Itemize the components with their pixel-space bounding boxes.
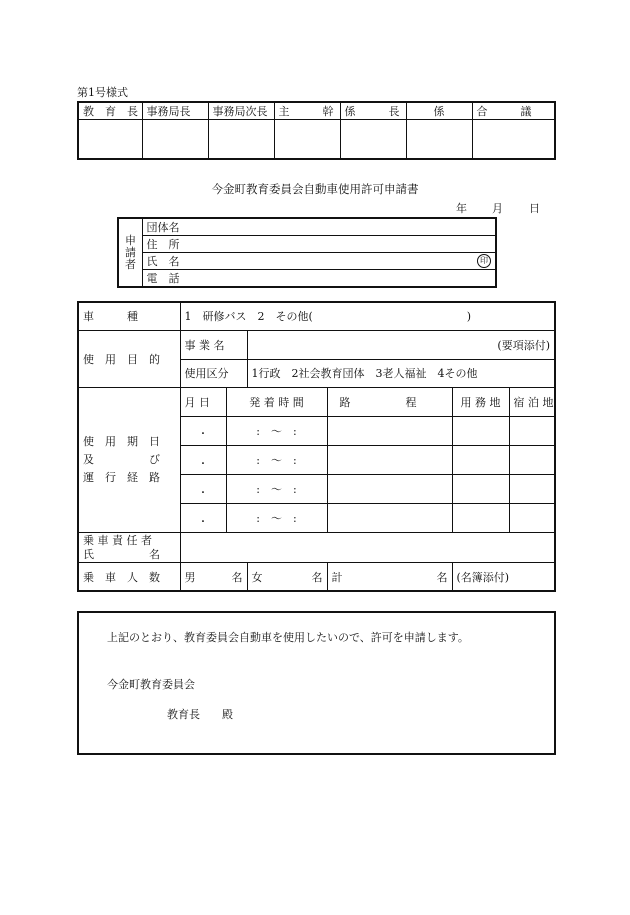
roster-note: (名簿添付) (452, 563, 555, 591)
schedule-date-cell[interactable]: . (180, 445, 226, 474)
approval-header-director: 事務局長 (142, 102, 208, 120)
schedule-route-cell[interactable] (327, 504, 452, 533)
schedule-destination-cell[interactable] (452, 504, 509, 533)
schedule-lodging-cell[interactable] (509, 504, 555, 533)
schedule-time-cell[interactable]: : 〜 : (226, 475, 327, 504)
approval-stamp-cell[interactable] (78, 120, 142, 160)
passenger-count-label: 乗 車 人 数 (78, 563, 180, 591)
driver-label: 乗 車 責 任 者 氏 名 (78, 533, 180, 563)
approval-header-chief: 主 幹 (274, 102, 340, 120)
schedule-time-cell[interactable]: : 〜 : (226, 504, 327, 533)
usage-category-label: 使用区分 (180, 359, 247, 387)
schedule-time-cell[interactable]: : 〜 : (226, 445, 327, 474)
driver-name-field[interactable] (180, 533, 555, 563)
schedule-destination-cell[interactable] (452, 416, 509, 445)
statement-text: 上記のとおり、教育委員会自動車を使用したいので、許可を申請します。 (107, 631, 469, 644)
col-header-lodging: 宿 泊 地 (509, 387, 555, 416)
date-day-label: 日 (529, 202, 540, 215)
event-name-note: (要項添付) (497, 338, 550, 352)
schedule-date-cell[interactable]: . (180, 416, 226, 445)
statement-box (77, 611, 556, 755)
approval-stamp-cell[interactable] (406, 120, 472, 160)
approval-stamp-cell[interactable] (472, 120, 555, 160)
usage-details-table (77, 301, 556, 592)
col-header-time: 発 着 時 間 (226, 387, 327, 416)
usage-category-options[interactable]: 1行政 2社会教育団体 3老人福祉 4その他 (247, 359, 555, 387)
schedule-route-cell[interactable] (327, 416, 452, 445)
schedule-destination-cell[interactable] (452, 475, 509, 504)
seal-icon: 印 (477, 254, 491, 268)
schedule-date-cell[interactable]: . (180, 475, 226, 504)
male-count-field[interactable]: 男 名 (180, 563, 247, 591)
col-header-route: 路 程 (327, 387, 452, 416)
schedule-route-cell[interactable] (327, 475, 452, 504)
vehicle-type-label: 車 種 (78, 302, 180, 330)
approval-stamp-cell[interactable] (340, 120, 406, 160)
applicant-phone-label: 電 話 (146, 272, 180, 285)
form-number: 第1号様式 (77, 86, 128, 99)
applicant-org-field[interactable] (142, 218, 496, 236)
date-year-label: 年 (456, 202, 467, 215)
schedule-lodging-cell[interactable] (509, 445, 555, 474)
applicant-phone-field[interactable] (142, 270, 496, 288)
applicant-org-label: 団体名 (146, 221, 180, 234)
event-name-field[interactable] (247, 330, 555, 359)
applicant-name-field[interactable] (142, 253, 496, 270)
schedule-lodging-cell[interactable] (509, 416, 555, 445)
addressee: 教育長 殿 (167, 708, 233, 721)
approval-stamp-cell[interactable] (274, 120, 340, 160)
form-title: 今金町教育委員会自動車使用許可申請書 (211, 182, 419, 196)
approval-header-superintendent: 教 育 長 (78, 102, 142, 120)
total-count-field[interactable]: 計 名 (327, 563, 452, 591)
applicant-table (117, 217, 497, 288)
schedule-route-cell[interactable] (327, 445, 452, 474)
event-name-label: 事 業 名 (180, 330, 247, 359)
female-count-field[interactable]: 女 名 (247, 563, 327, 591)
vehicle-type-value[interactable]: 1 研修バス 2 その他( ) (180, 302, 555, 330)
approval-header-consultation: 合 議 (472, 102, 555, 120)
approval-header-section-chief: 係 長 (340, 102, 406, 120)
applicant-address-field[interactable] (142, 236, 496, 253)
approval-stamp-cell[interactable] (142, 120, 208, 160)
date-month-label: 月 (492, 202, 503, 215)
col-header-destination: 用 務 地 (452, 387, 509, 416)
addressee-org: 今金町教育委員会 (107, 678, 195, 691)
purpose-label: 使 用 目 的 (78, 330, 180, 387)
schedule-date-cell[interactable]: . (180, 504, 226, 533)
col-header-date: 月 日 (180, 387, 226, 416)
approval-header-staff: 係 (406, 102, 472, 120)
schedule-lodging-cell[interactable] (509, 475, 555, 504)
approval-stamp-table (77, 101, 556, 160)
schedule-time-cell[interactable]: : 〜 : (226, 416, 327, 445)
approval-header-deputy-director: 事務局次長 (208, 102, 274, 120)
applicant-side-label: 申請者 (118, 218, 142, 287)
applicant-name-label: 氏 名 (146, 255, 180, 268)
approval-stamp-cell[interactable] (208, 120, 274, 160)
applicant-address-label: 住 所 (146, 238, 180, 251)
schedule-destination-cell[interactable] (452, 445, 509, 474)
schedule-route-label: 使 用 期 日 及 び 運 行 経 路 (78, 387, 180, 532)
